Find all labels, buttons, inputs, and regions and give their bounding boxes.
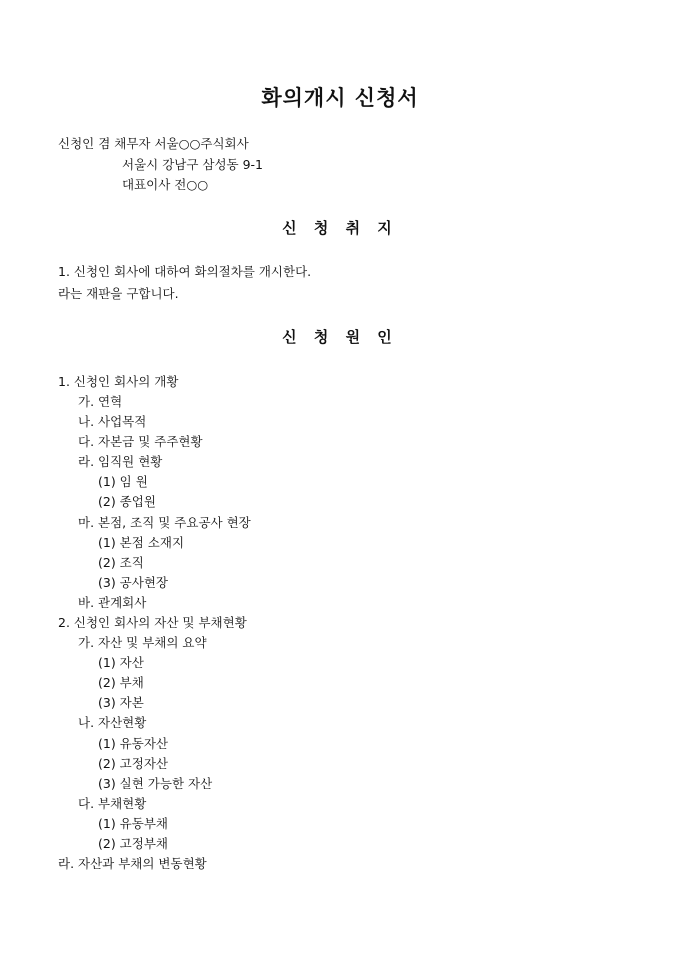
outline-item: 바. 관계회사 [78, 595, 147, 610]
cause-heading: 신 청 원 인 [282, 328, 398, 346]
outline-item: (1) 임 원 [98, 474, 148, 489]
outline-item: (2) 고정자산 [98, 756, 168, 771]
outline-item: (2) 부채 [98, 675, 144, 690]
applicant-line: 신청인 겸 채무자 서울○○주식회사 [58, 136, 249, 151]
outline-item: (1) 본점 소재지 [98, 535, 185, 550]
outline-item: 2. 신청인 회사의 자산 및 부채현황 [58, 615, 247, 630]
purpose-heading: 신 청 취 지 [282, 219, 398, 237]
purpose-line: 1. 신청인 회사에 대하여 화의절차를 개시한다. [58, 264, 312, 279]
outline-item: (2) 종업원 [98, 494, 156, 509]
outline-item: 1. 신청인 회사의 개황 [58, 374, 179, 389]
outline-item: 나. 사업목적 [78, 414, 147, 429]
outline-item: (1) 유동부채 [98, 816, 168, 831]
outline-item: 나. 자산현황 [78, 715, 147, 730]
outline-item: (3) 실현 가능한 자산 [98, 776, 213, 791]
outline-item: (1) 자산 [98, 655, 144, 670]
outline-item: 마. 본점, 조직 및 주요공사 현장 [78, 515, 251, 530]
outline-item: (2) 조직 [98, 555, 144, 570]
outline-item: 라. 임직원 현황 [78, 454, 163, 469]
purpose-line: 라는 재판을 구합니다. [58, 286, 179, 301]
outline-item: (3) 자본 [98, 695, 144, 710]
applicant-representative: 대표이사 전○○ [122, 177, 209, 192]
outline-item: 가. 자산 및 부채의 요약 [78, 635, 207, 650]
outline-item: 가. 연혁 [78, 394, 123, 409]
outline-item: (2) 고정부채 [98, 836, 168, 851]
applicant-address: 서울시 강남구 삼성동 9-1 [122, 157, 264, 172]
outline-item: (1) 유동자산 [98, 736, 168, 751]
document-title: 화의개시 신청서 [261, 85, 419, 110]
outline-item: 다. 자본금 및 주주현황 [78, 434, 203, 449]
outline-item: 다. 부채현황 [78, 796, 147, 811]
outline-item: (3) 공사현장 [98, 575, 168, 590]
outline-item: 라. 자산과 부채의 변동현황 [58, 856, 207, 871]
